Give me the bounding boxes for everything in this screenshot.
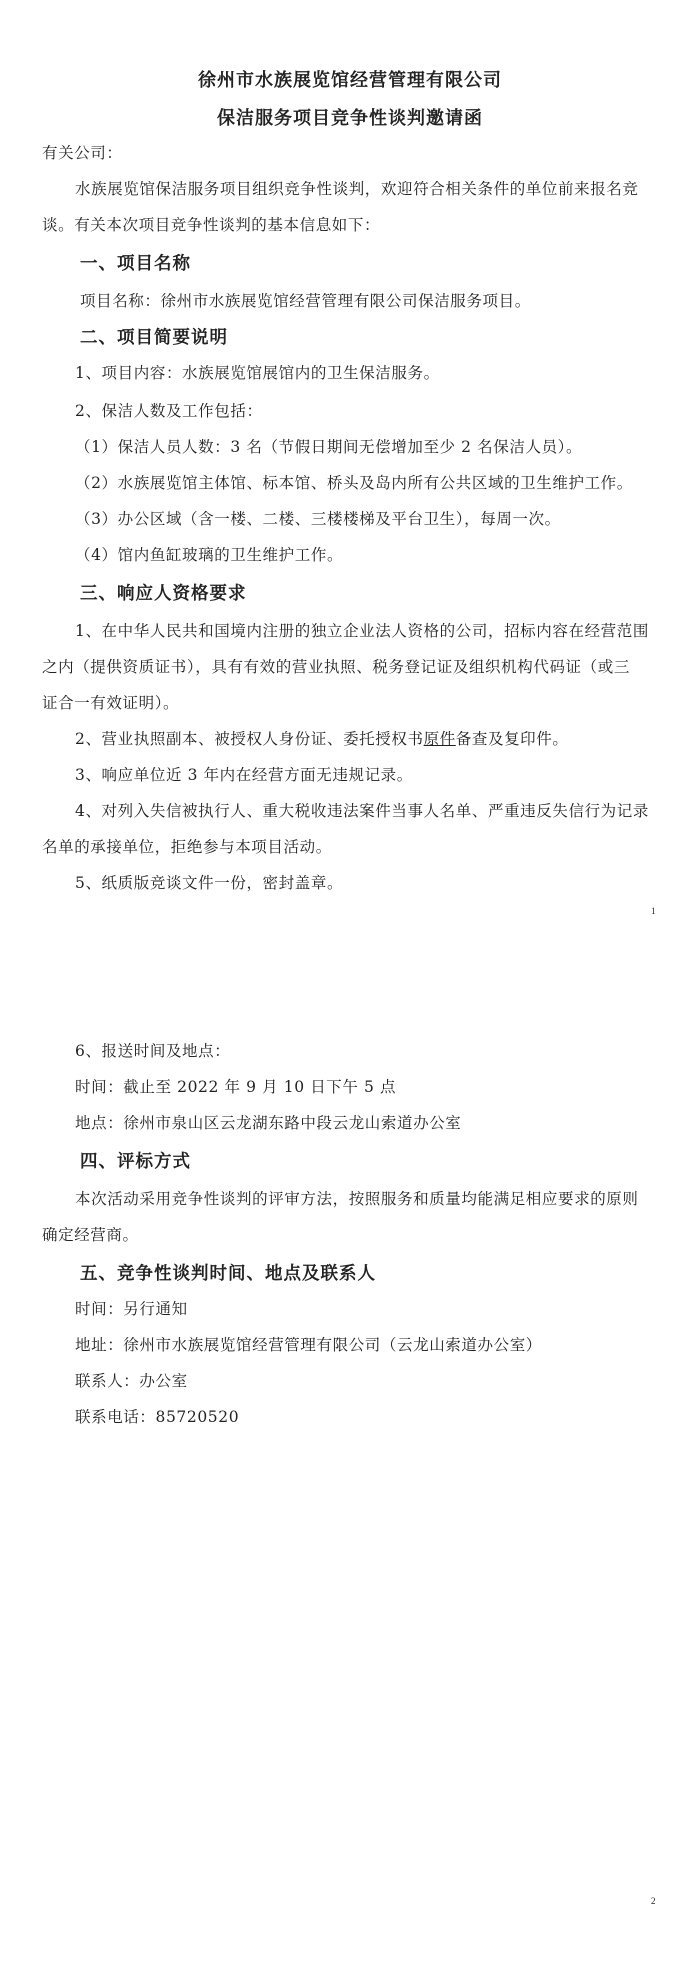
qualification-3: 3、响应单位近 3 年内在经营方面无违规记录。: [75, 766, 413, 784]
contact-phone: 联系电话：85720520: [75, 1408, 240, 1426]
project-subitem-4: （4）馆内鱼缸玻璃的卫生维护工作。: [75, 546, 344, 564]
qualification-4-line-2: 名单的承接单位，拒绝参与本项目活动。: [42, 838, 332, 856]
qualification-5: 5、纸质版竞谈文件一份，密封盖章。: [75, 874, 344, 892]
intro-line-2: 谈。有关本次项目竞争性谈判的基本信息如下：: [42, 216, 381, 234]
project-item-2: 2、保洁人数及工作包括：: [75, 402, 263, 420]
project-item-1: 1、项目内容：水族展览馆展馆内的卫生保洁服务。: [75, 364, 440, 382]
document-subtitle: 保洁服务项目竞争性谈判邀请函: [217, 108, 483, 129]
document-title: 徐州市水族展览馆经营管理有限公司: [198, 70, 502, 91]
evaluation-line-1: 本次活动采用竞争性谈判的评审方法，按照服务和质量均能满足相应要求的原则: [75, 1190, 639, 1208]
qualification-4-line-1: 4、对列入失信被执行人、重大税收违法案件当事人名单、严重违反失信行为记录: [75, 802, 649, 820]
section-heading-2: 二、项目简要说明: [80, 328, 228, 348]
submission-location: 地点：徐州市泉山区云龙湖东路中段云龙山索道办公室: [75, 1114, 462, 1132]
section-heading-3: 三、响应人资格要求: [80, 584, 247, 604]
qualification-2-original-underlined: 原件: [423, 730, 456, 748]
submission-deadline: 时间：截止至 2022 年 9 月 10 日下午 5 点: [75, 1078, 397, 1096]
project-subitem-3: （3）办公区域（含一楼、二楼、三楼楼梯及平台卫生），每周一次。: [75, 510, 561, 528]
section-heading-4: 四、评标方式: [80, 1152, 191, 1172]
qualification-2: [75, 728, 568, 750]
section-heading-1: 一、项目名称: [80, 254, 191, 274]
submission-heading: 6、报送时间及地点：: [75, 1042, 231, 1060]
qualification-1-line-1: 1、在中华人民共和国境内注册的独立企业法人资格的公司，招标内容在经营范围: [75, 622, 649, 640]
qualification-1-line-2: 之内（提供资质证书），具有有效的营业执照、税务登记证及组织机构代码证（或三: [42, 658, 630, 676]
project-subitem-1: （1）保洁人员人数：3 名（节假日期间无偿增加至少 2 名保洁人员）。: [75, 438, 583, 456]
qualification-2-text-a: 2、营业执照副本、被授权人身份证、委托授权书: [75, 730, 424, 748]
qualification-1-line-3: 证合一有效证明）。: [42, 694, 180, 712]
page-number-2: 2: [651, 1896, 656, 1906]
qualification-2-text-c: 备查及复印件。: [455, 730, 569, 748]
contact-person: 联系人：办公室: [75, 1372, 188, 1390]
contact-address: 地址：徐州市水族展览馆经营管理有限公司（云龙山索道办公室）: [75, 1336, 542, 1354]
salutation: 有关公司：: [42, 144, 123, 162]
contact-time: 时间：另行通知: [75, 1300, 188, 1318]
project-subitem-2: （2）水族展览馆主体馆、标本馆、桥头及岛内所有公共区域的卫生维护工作。: [75, 474, 633, 492]
evaluation-line-2: 确定经营商。: [42, 1226, 139, 1244]
page-number-1: 1: [651, 906, 656, 916]
section-heading-5: 五、竞争性谈判时间、地点及联系人: [80, 1264, 376, 1284]
project-name: 项目名称：徐州市水族展览馆经营管理有限公司保洁服务项目。: [80, 292, 531, 310]
intro-line-1: 水族展览馆保洁服务项目组织竞争性谈判，欢迎符合相关条件的单位前来报名竞: [75, 180, 639, 198]
